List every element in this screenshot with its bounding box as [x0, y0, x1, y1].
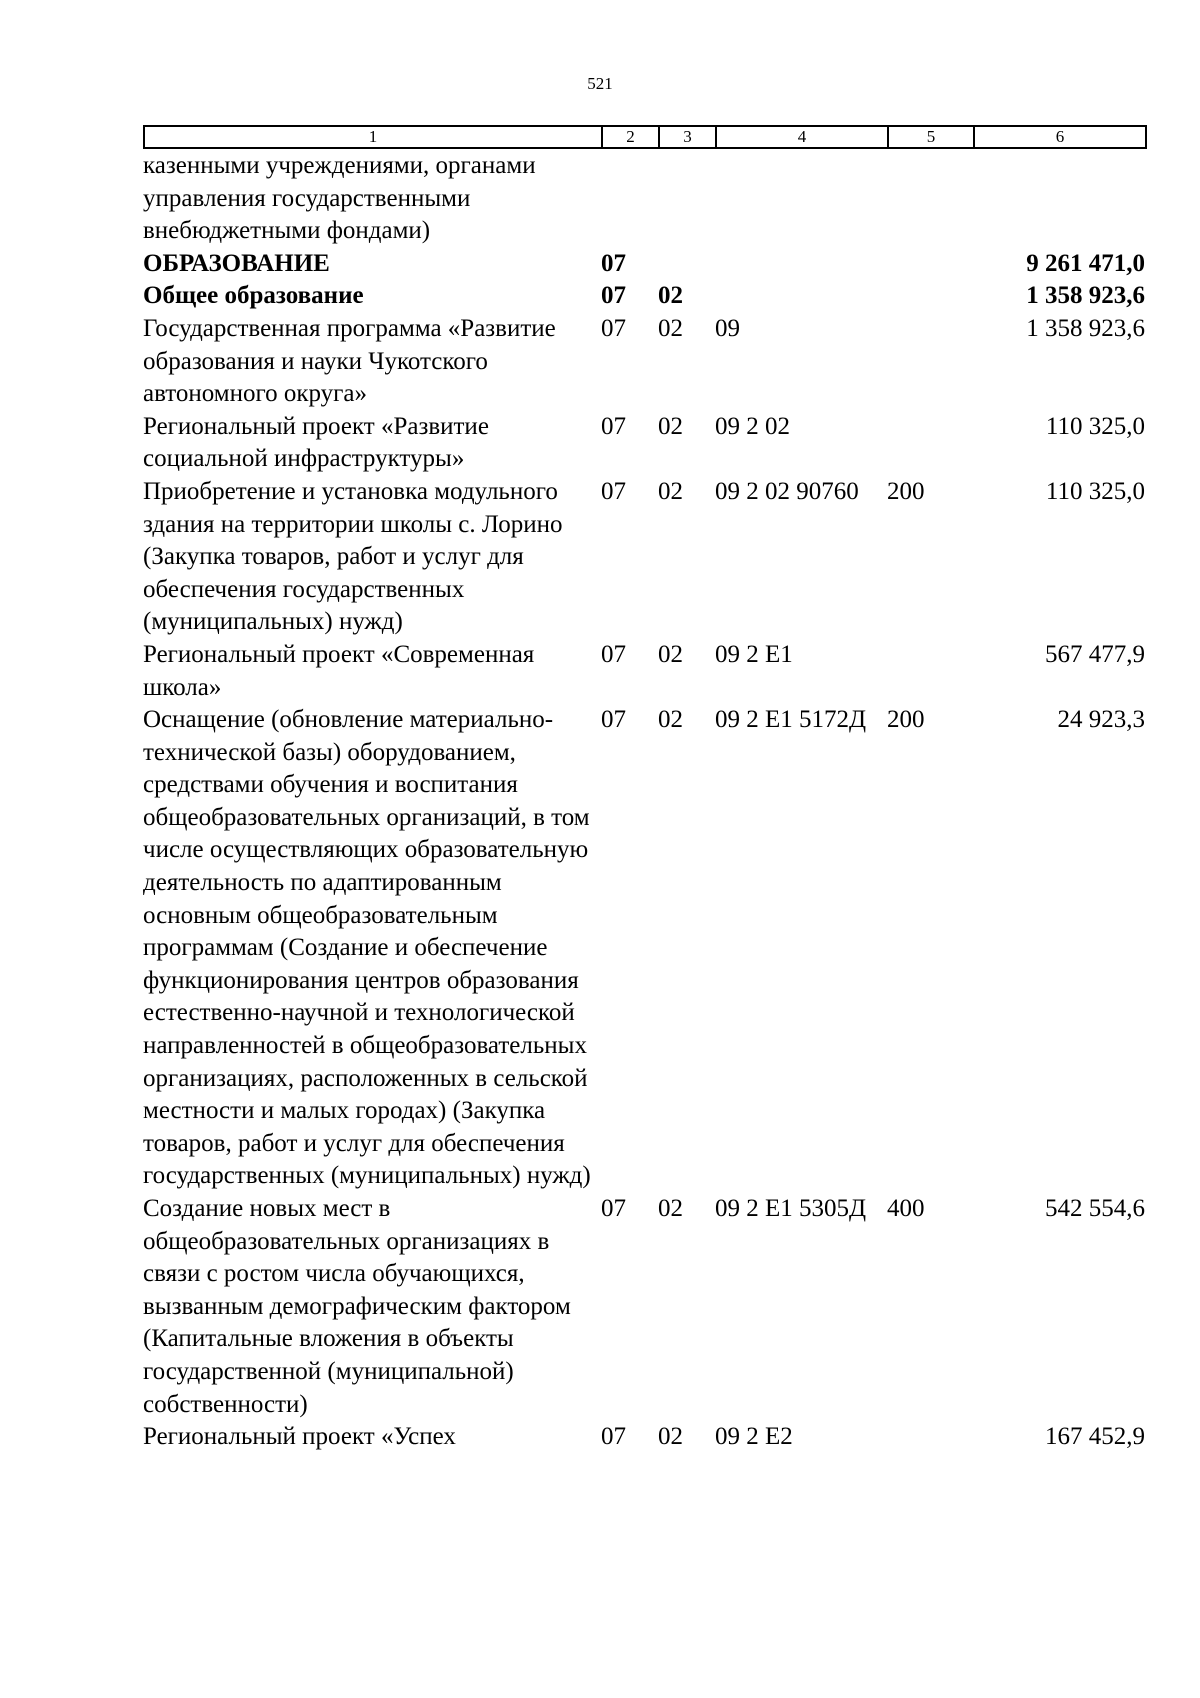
row-name: Приобретение и установка модульного здания на территории школы с. Лорино (Закупка товаров, работ и услуг для обеспечения государственных (муниципальных) нужд): [143, 477, 563, 636]
table-row: [143, 411, 1145, 476]
row-target-code: [715, 150, 887, 248]
row-expense-type: [887, 313, 973, 411]
row-expense-type: [887, 280, 973, 313]
row-amount: 110 325,0: [1045, 477, 1145, 505]
row-name: Региональный проект «Успех: [143, 1423, 456, 1451]
row-name: Оснащение (обновление материально-технической базы) оборудованием, средствами обучения и воспитания общеобразовательных организаций, в том числе осуществляющих образовательную деятельность по адаптированным основным общеобразовательным программам (Создание и обеспечение функционирования центров образования естественно-научной и технологической направленностей в общеобразовательных организациях, расположенных в сельской местности и малых городах) (Закупка товаров, работ и услуг для обеспечения государственных (муниципальных) нужд): [143, 706, 591, 1190]
row-amount: 542 554,6: [1045, 1195, 1145, 1222]
row-subsection-code: [658, 150, 715, 248]
row-subsection-code: 02: [658, 1195, 683, 1222]
row-section-code: 07: [601, 1195, 626, 1222]
row-section-code: 07: [601, 412, 626, 440]
row-target-code: [715, 280, 887, 313]
row-target-code: 09 2 E1 5172Д: [715, 706, 867, 734]
row-target-code: 09 2 02 90760: [715, 477, 859, 505]
row-amount: 24 923,3: [1057, 706, 1145, 734]
budget-table: [143, 150, 1145, 1454]
column-header-3: 3: [659, 126, 716, 148]
row-amount: [973, 150, 1145, 248]
row-name: Общее образование: [143, 282, 364, 310]
row-expense-type: 400: [887, 1195, 925, 1222]
row-section-code: [601, 150, 658, 248]
row-subsection-code: 02: [658, 1423, 683, 1451]
row-name: Государственная программа «Развитие образования и науки Чукотского автономного округа»: [143, 314, 556, 408]
column-header-5: 5: [888, 126, 974, 148]
page-number: 521: [587, 74, 613, 93]
row-subsection-code: [658, 248, 715, 281]
row-section-code: 07: [601, 706, 626, 734]
column-header-4: 4: [716, 126, 888, 148]
row-name: ОБРАЗОВАНИЕ: [143, 249, 330, 277]
column-header-row: [144, 126, 1146, 148]
row-section-code: 07: [601, 249, 626, 277]
row-subsection-code: 02: [658, 314, 683, 342]
row-name: Региональный проект «Современная школа»: [143, 640, 535, 701]
row-name: Создание новых мест в общеобразовательных организациях в связи с ростом числа обучающихся, вызванным демографическим фактором (Капитальные вложения в объекты государственной (муниципальной) собственности): [143, 1195, 571, 1418]
row-expense-type: [887, 639, 973, 704]
row-section-code: 07: [601, 640, 626, 668]
row-expense-type: [887, 1421, 973, 1454]
budget-table-body: [143, 150, 1145, 1454]
row-subsection-code: 02: [658, 640, 683, 668]
table-row: [143, 704, 1145, 1193]
table-row: [143, 1421, 1145, 1454]
row-amount: 110 325,0: [1045, 412, 1145, 440]
table-row: [143, 1193, 1145, 1421]
table-row: [143, 313, 1145, 411]
row-amount: 567 477,9: [1045, 640, 1145, 668]
row-expense-type: [887, 248, 973, 281]
row-target-code: 09: [715, 314, 740, 342]
row-target-code: 09 2 E1: [715, 640, 793, 668]
row-expense-type: [887, 411, 973, 476]
row-name: казенными учреждениями, органами управления государственными внебюджетными фондами): [143, 152, 536, 245]
row-section-code: 07: [601, 477, 626, 505]
row-subsection-code: 02: [658, 412, 683, 440]
row-target-code: 09 2 E1 5305Д: [715, 1195, 867, 1222]
row-expense-type: 200: [887, 706, 925, 734]
row-section-code: 07: [601, 314, 626, 342]
table-row: [143, 280, 1145, 313]
row-section-code: 07: [601, 282, 626, 310]
row-amount: 9 261 471,0: [1026, 249, 1145, 277]
column-header-2: 2: [602, 126, 659, 148]
row-subsection-code: 02: [658, 477, 683, 505]
table-row: [143, 248, 1145, 281]
table-row: [143, 150, 1145, 248]
column-header-6: 6: [974, 126, 1146, 148]
row-target-code: [715, 248, 887, 281]
table-row: [143, 476, 1145, 639]
row-target-code: 09 2 E2: [715, 1423, 793, 1451]
row-section-code: 07: [601, 1423, 626, 1451]
row-subsection-code: 02: [658, 282, 683, 310]
row-expense-type: [887, 150, 973, 248]
row-subsection-code: 02: [658, 706, 683, 734]
table-row: [143, 639, 1145, 704]
row-expense-type: 200: [887, 477, 925, 505]
row-target-code: 09 2 02: [715, 412, 790, 440]
row-amount: 167 452,9: [1045, 1423, 1145, 1451]
column-header-table: [143, 125, 1147, 149]
row-amount: 1 358 923,6: [1026, 282, 1145, 310]
row-name: Региональный проект «Развитие социальной инфраструктуры»: [143, 412, 489, 473]
row-amount: 1 358 923,6: [1026, 314, 1145, 342]
column-header-1: 1: [144, 126, 602, 148]
